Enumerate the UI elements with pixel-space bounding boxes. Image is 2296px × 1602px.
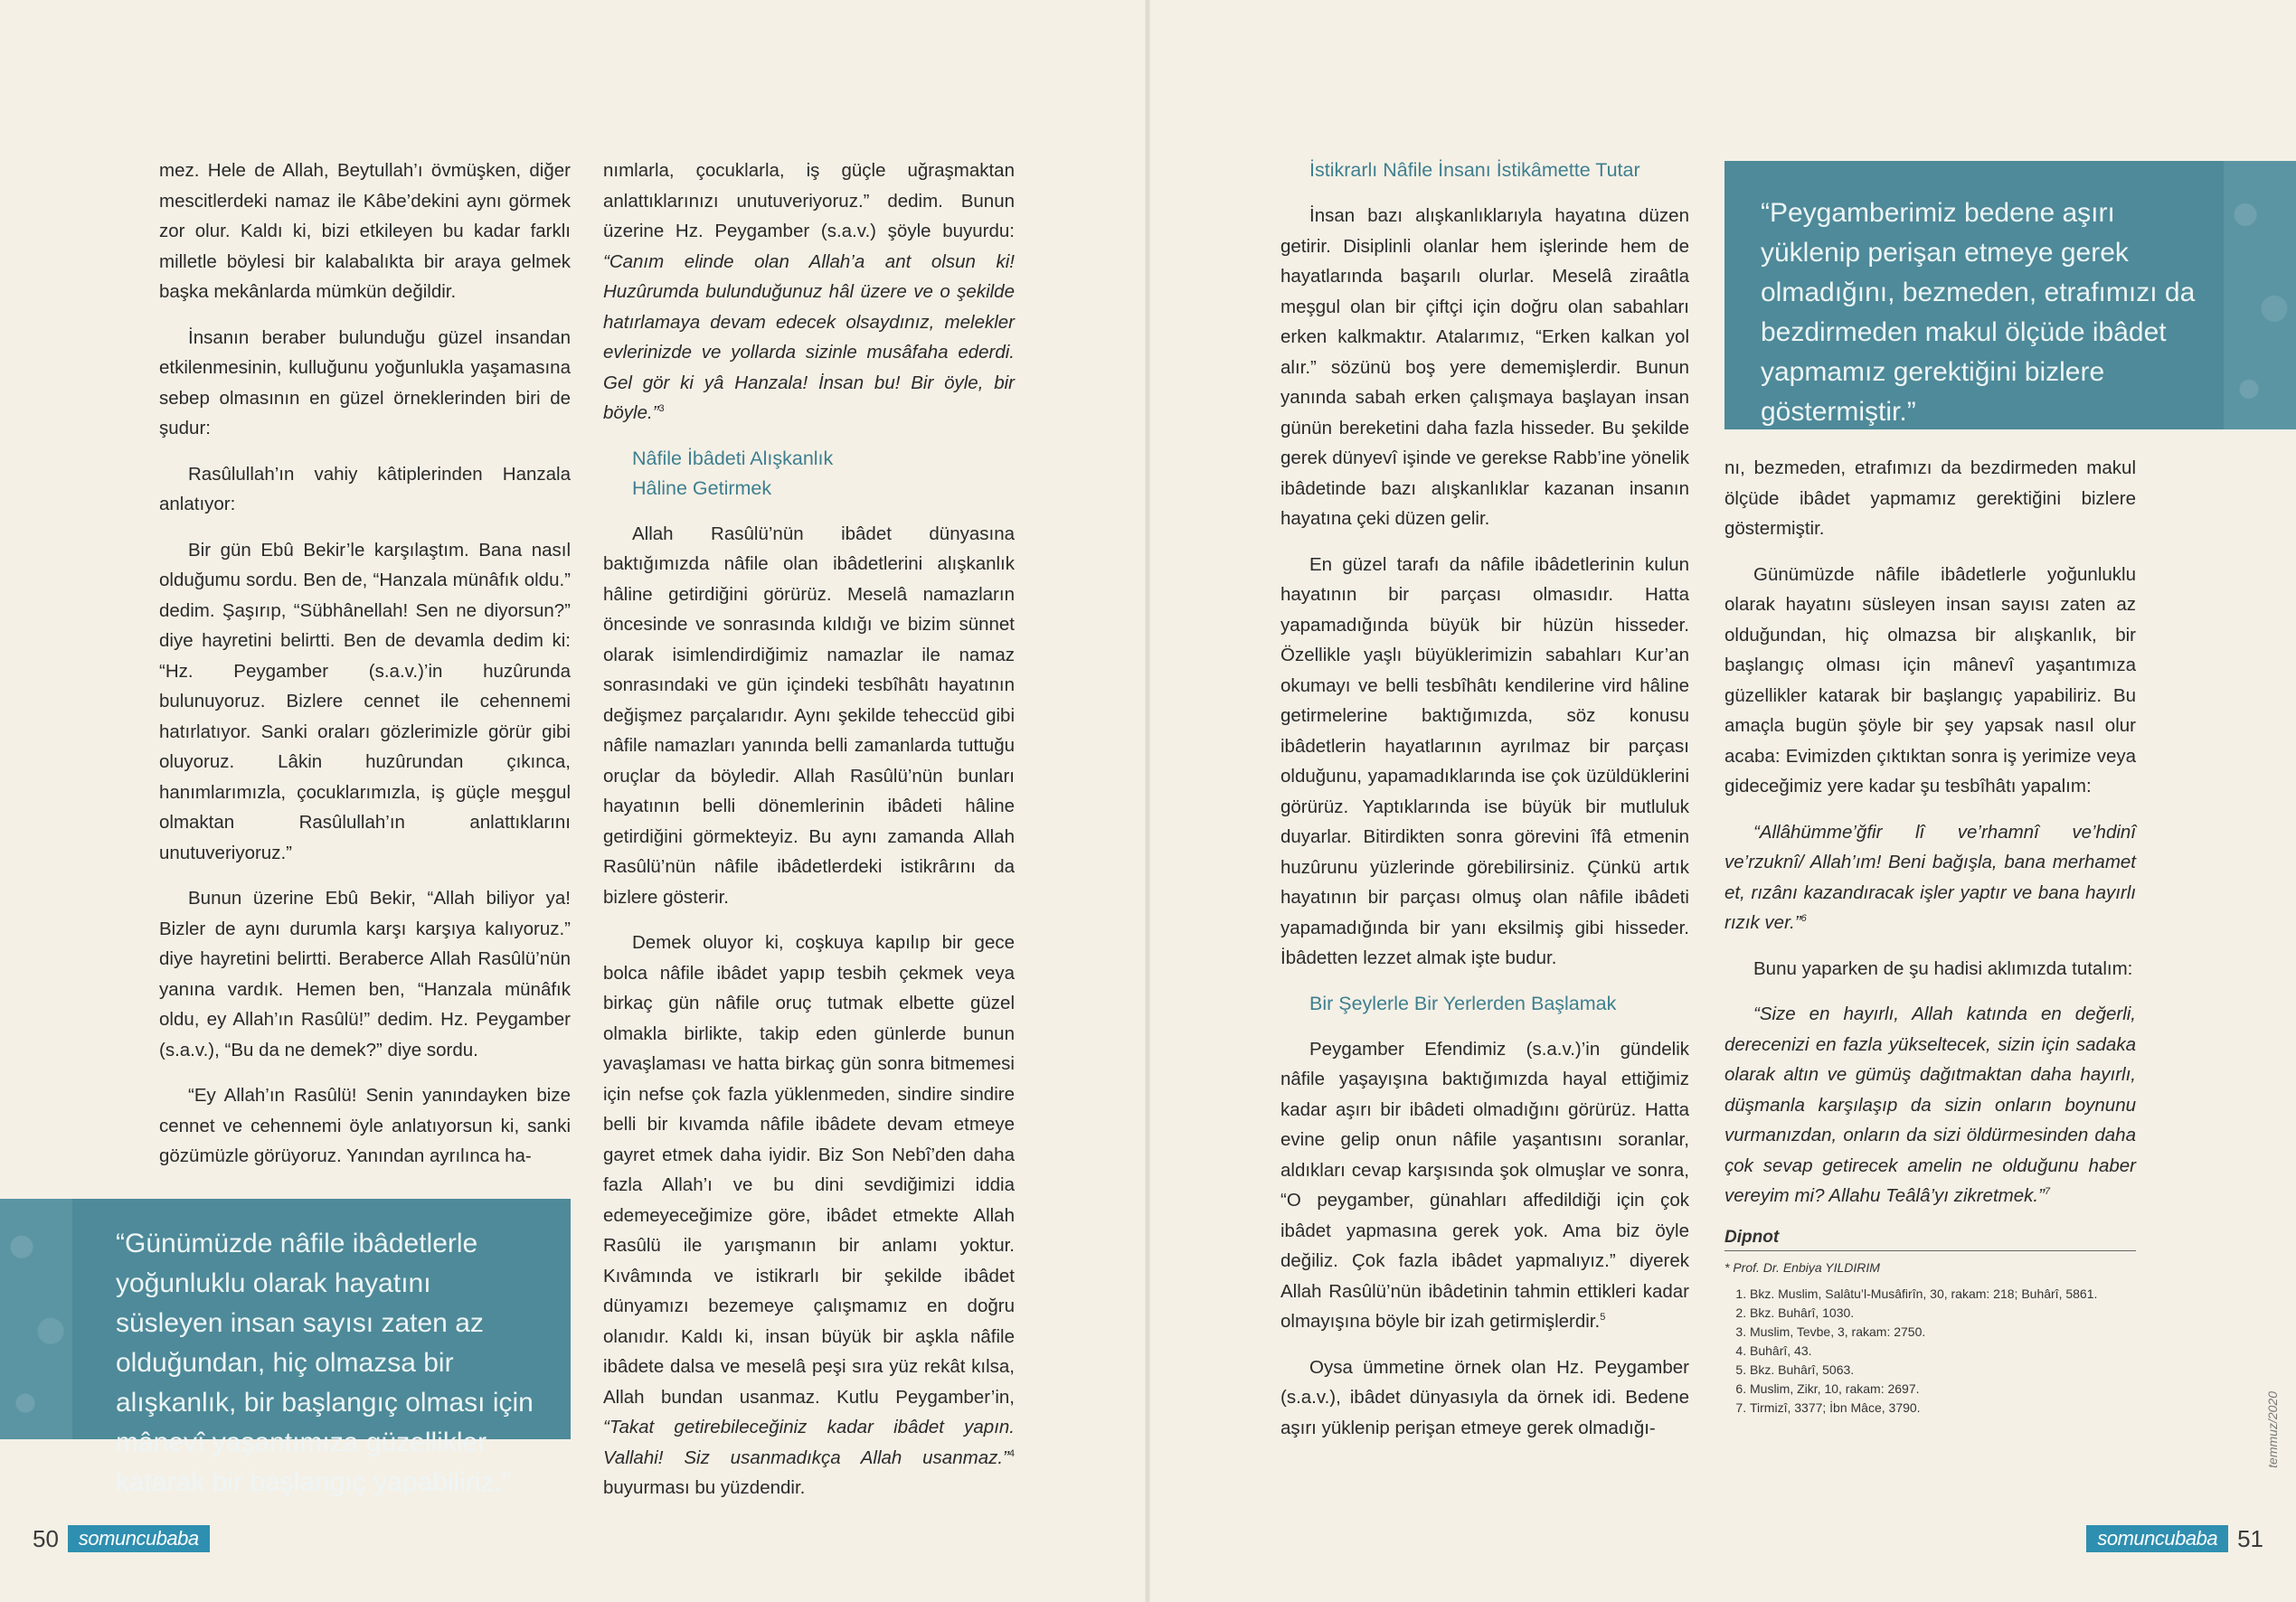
footnote-item: 7. Tirmizî, 3377; İbn Mâce, 3790. bbox=[1750, 1399, 2136, 1418]
footnote-item: 3. Muslim, Tevbe, 3, rakam: 2750. bbox=[1750, 1323, 2136, 1342]
footnote-item: 6. Muslim, Zikr, 10, rakam: 2697. bbox=[1750, 1380, 2136, 1399]
paragraph: Günümüzde nâfile ibâdetlerle yoğunluklu olarak hayatını süsleyen insan sayısı zaten az olduğundan, hiç olmazsa bir alışkanlık, bir başlangıç olması için mânevî yaşantımıza güzellikler katarak bir başlangıç yapabiliriz. Bu amaçla bugün şöyle bir şey yapsak nasıl olur acaba: Evimizden çıktıktan sonra iş yerimize veya gideceğimiz yere kadar şu tesbîhâtı yapalım: bbox=[1724, 563, 2136, 796]
pull-quote bbox=[0, 1199, 571, 1497]
hadith-quote: “Takat getirebileceğiniz kadar ibâdet yapın. Vallahi! Siz usanmadıkça Allah usanmaz.” bbox=[603, 1417, 1015, 1468]
page-footer bbox=[2077, 1522, 2263, 1555]
section-heading: Bir Şeylerle Bir Yerlerden Başlamak bbox=[1309, 992, 1617, 1014]
brand-logo: somuncubaba bbox=[2086, 1525, 2228, 1552]
section-heading: Nâfile İbâdeti Alışkanlık Hâline Getirmek bbox=[632, 447, 834, 499]
hadith-quote: “Canım elinde olan Allah’a ant olsun ki! Huzûrumda bulunduğunuz hâl üzere ve o şekilde hatırlamaya devam edecek olsaydınız, melekler evlerinizde ve yollarda sizinle musâfaha ederdi. Gel gör ki yâ Hanzala! İnsan bu! Bir öyle, bir böyle.” bbox=[603, 250, 1015, 423]
paragraph: mez. Hele de Allah, Beytullah’ı övmüşken, diğer mescitlerdeki namaz ile Kâbe’dekini aynı görmek zor olur. Kaldı ki, bizi etkileyen bu kadar farklı milletle böylesi bir kalabalıkta bir araya gelmek başka mekânlarda mümkün değildir. bbox=[159, 160, 571, 302]
paragraph: “Ey Allah’ın Rasûlü! Senin yanındayken bize cennet ve cehennemi öyle anlatıyorsun ki, sanki gözümüzle görüyoruz. Yanından ayrılınca ha- bbox=[159, 1085, 571, 1166]
footnote-item: 2. Bkz. Buhârî, 1030. bbox=[1750, 1304, 2136, 1323]
paragraph: Bir gün Ebû Bekir’le karşılaştım. Bana nasıl olduğumu sordu. Ben de, “Hanzala münâfık oldu.” dedim. Şaşırıp, “Sübhânellah! Sen ne diyorsun?” diye hayretini belirtti. Ben de devamla dedim ki: “Hz. Peygamber (s.a.v.)’in huzûrunda bulunuyoruz. Bizlere cennet ile cehennemi hatırlatıyor. Sanki oraları gözlerimizle görür gibi oluyoruz. Lâkin huzûrundan çıkınca, hanımlarımızla, çocuklarımızla, iş güçle meşgul olmaktan Rasûlullah’ın anlattıklarını unutuveriyoruz.” bbox=[159, 539, 571, 863]
issue-date: temmuz/2020 bbox=[2265, 1391, 2280, 1468]
floral-pattern-icon bbox=[2224, 161, 2296, 429]
brand-logo: somuncubaba bbox=[68, 1525, 210, 1552]
paragraph: Bunu yaparken de şu hadisi aklımızda tutalım: bbox=[1753, 957, 2133, 979]
footnote-ref: 4 bbox=[1008, 1447, 1015, 1459]
footnote-item: 4. Buhârî, 43. bbox=[1750, 1342, 2136, 1361]
right-column-2 bbox=[1724, 453, 2136, 1227]
footnotes-title: Dipnot bbox=[1724, 1228, 2136, 1251]
paragraph: Rasûlullah’ın vahiy kâtiplerinden Hanzala anlatıyor: bbox=[159, 463, 571, 514]
paragraph: En güzel tarafı da nâfile ibâdetlerinin kulun hayatının bir parçası olmasıdır. Hatta yapamadığında büyük bir hüzün hisseder. Özellikle yaşlı büyüklerimizin sabahları Kur’an okumayı ve belli tesbîhâtı kendilerine vird hâline getirmelerine baktığımızda, söz konusu ibâdetlerin hayatlarının ayrılmaz bir parçası olduğunu, yapamadıklarında ise çok üzüldüklerini görürüz. Yaptıklarında ise büyük bir mutluluk duyarlar. Bitirdikten sonra görevini îfâ etmenin huzûrunu yüzlerinde görebilirsiniz. Çünkü artık hayatının bir parçası olmuş olan nâfile ibâdeti yapamadığında bir yanı eksilmiş gibi hisseder. İbâdetten lezzet almak işte budur. bbox=[1280, 553, 1689, 968]
author-credit: * Prof. Dr. Enbiya YILDIRIM bbox=[1724, 1260, 1880, 1275]
right-page bbox=[1148, 0, 2296, 1602]
paragraph: “Allâhümme’ğfir lî ve’rhamnî ve’hdinî ve’rzuknî/ Allah’ım! Beni bağışla, bana merhamet et, rızânı kazandıracak işler yaptır ve bana hayırlı rızık ver.”$^6$ bbox=[1724, 821, 2136, 933]
footnote-ref: 3 bbox=[658, 403, 665, 415]
left-column-1 bbox=[159, 155, 571, 1187]
paragraph: Peygamber Efendimiz (s.a.v.)’in gündelik nâfile yaşayışına baktığımızda hayal ettiğimiz kadar aşırı bir ibâdeti olmadığını görürüz. Hatta evine gelip onun nâfile yaşantısını soranlar, aldıkları cevap karşısında şok olmuşlar ve sonra, “O peygamber, günahları affedildiği için çok ibâdet yapmasına gerek yok. Ama biz öyle değiliz. Çok fazla ibâdet yapmalıyız.” diyerek Allah Rasûlü’nün ibâdetinin tahmin ettikleri kadar olmayışına böyle bir izah getirmişlerdir.$^5$ bbox=[1280, 1038, 1689, 1332]
paragraph: Demek oluyor ki, coşkuya kapılıp bir gece bolca nâfile ibâdet yapıp tesbih çekmek veya birkaç gün nâfile oruç tutmak elbette güzel olmakla birlikte, takip eden günlerde bunun yavaşlaması ve hatta birkaç gün sonra bitmemesi için nefse çok fazla yüklenmeden, sindire sindire belli bir kıvamda nâfile ibâdete devam etmeye gayret etmek daha iyidir. Biz Son Nebî’den daha fazla Allah’ı ve bu dini sevdiğimizi iddia edemeyeceğimize göre, ibâdet etmekte Allah Rasûlü ile yarışmanın bir anlamı yoktur. Kıvâmında ve istikrarlı bir şekilde ibâdet dünyamızı bezemeye çalışmamız en doğru olanıdır. Kaldı ki, insan büyük bir aşkla nâfile ibâdete dalsa ve meselâ peşi sıra yüz rekât kılsa, Allah bundan usanmaz. Kutlu Peygamber’in, “Takat getirebileceğiniz kadar ibâdet yapın. Vallahi! Siz usanmadıkça Allah usanmaz.”$^4$ buyurması bu yüzdendir. bbox=[603, 932, 1015, 1498]
floral-pattern-icon bbox=[0, 1199, 72, 1439]
footnote-ref: 5 bbox=[1600, 1312, 1606, 1324]
footnote-list bbox=[1724, 1285, 2136, 1418]
footnotes bbox=[1724, 1228, 2136, 1418]
paragraph: “Size en hayırlı, Allah katında en değerli, derecenizi en fazla yükseltecek, sizin için sadaka olarak altın ve gümüş dağıtmaktan daha hayırlı, düşmanla karşılaşıp da sizin onların boynunu vurmanızdan, onların da sizi öldürmesinden daha çok sevap getirecek amelin ne olduğunu haber vereyim mi? Allahu Teâlâ’yı zikretmek.”$^7$ bbox=[1724, 1004, 2136, 1206]
footnote-ref: 7 bbox=[2044, 1186, 2051, 1198]
right-column-1 bbox=[1280, 155, 1689, 1458]
paragraph: Bunun üzerine Ebû Bekir, “Allah biliyor ya! Bizler de aynı durumla karşı karşıya kalıyoruz.” diye hayretini belirtti. Beraberce Allah Rasûlü’nün yanına vardık. Hemen ben, “Hanzala münâfık oldu, ey Allah’ın Rasûlü!” dedim. Hz. Peygamber (s.a.v.), “Bu da ne demek?” diye sordu. bbox=[159, 888, 571, 1060]
page-number: 51 bbox=[2237, 1524, 2263, 1552]
paragraph: nı, bezmeden, etrafımızı da bezdirmeden makul ölçüde ibâdet yapmamız gerektiğini bizlere göstermiştir. bbox=[1724, 457, 2136, 539]
paragraph: Allah Rasûlü’nün ibâdet dünyasına baktığımızda nâfile olan ibâdetlerini alışkanlık hâline getirdiğini görürüz. Meselâ namazların öncesinde ve sonrasında kıldığı ve bizim sünnet olarak isimlendirdiğimiz namazlar ile namaz sonrasındaki ve gün içindeki tesbîhâtı hayatının değişmez parçalarıdır. Aynı şekilde teheccüd gibi nâfile namazları yanında belli zamanlarda tuttuğu oruçlar da böyledir. Allah Rasûlü’nün bunları hayatının belli dönemlerinin ibâdeti hâline getirdiğini görmekteyiz. Bu aynı zamanda Allah Rasûlü’nün nâfile ibâdetlerdeki istikrârını da bizlere gösterir. bbox=[603, 523, 1015, 908]
footnote-item: 5. Bkz. Buhârî, 5063. bbox=[1750, 1361, 2136, 1380]
page-footer bbox=[33, 1522, 219, 1555]
paragraph: İnsanın beraber bulunduğu güzel insandan etkilenmesinin, kulluğunu yoğunlukla yaşamasına sebep olmasının en güzel örneklerinden biri de şudur: bbox=[159, 326, 571, 438]
pull-quote-text: “Günümüzde nâfile ibâdetlerle yoğunluklu olarak hayatını süsleyen insan sayısı zaten az olduğundan, hiç olmazsa bir alışkanlık, bir başlangıç olması için mânevî yaşantımıza güzellikler katarak bir başlangıç yapabiliriz.” bbox=[116, 1229, 534, 1497]
footnote-item: 1. Bkz. Muslim, Salâtu’l-Musâfirîn, 30, rakam: 218; Buhârî, 5861. bbox=[1750, 1285, 2136, 1304]
paragraph: nımlarla, çocuklarla, iş güçle uğraşmaktan anlattıklarınızı unutuveriyoruz.” dedim. Bunun üzerine Hz. Peygamber (s.a.v.) şöyle buyurdu: “Canım elinde olan Allah’a ant olsun ki! Huzûrumda bulunduğunuz hâl üzere ve o şekilde hatırlamaya devam edecek olsaydınız, melekler evlerinizde ve yollarda sizinle musâfaha ederdi. Gel gör ki yâ Hanzala! İnsan bu! Bir öyle, bir böyle.”$^3$ bbox=[603, 160, 1015, 423]
paragraph: Oysa ümmetine örnek olan Hz. Peygamber (s.a.v.), ibâdet dünyasıyla da örnek idi. Bedene aşırı yüklenip perişan etmeye gerek olmadığı- bbox=[1280, 1356, 1689, 1438]
paragraph: İnsan bazı alışkanlıklarıyla hayatına düzen getirir. Disiplinli olanlar hem işlerinde hem de hayatlarında başarılı olurlar. Meselâ ziraâtla meşgul olan bir çiftçi için doğru olan sabahları erken kalkmaktır. Atalarımız, “Erken kalkan yol alır.” sözünü boş yere dememişlerdir. Bunun yanında sabah erken çalışmaya başlayan insan günün bereketini daha fazla hisseder. Bu şekilde gerek dünyevî işinde ve gerekse Rabb’ine yönelik ibâdetinde bazı alışkanlıklar kazanan insanın hayatına çeki düzen gelir. bbox=[1280, 205, 1689, 529]
left-column-2 bbox=[603, 155, 1015, 1519]
pull-quote bbox=[1724, 161, 2296, 429]
footnote-ref: 6 bbox=[1800, 913, 1807, 925]
page-number: 50 bbox=[33, 1524, 59, 1552]
pull-quote-text: “Peygamberimiz bedene aşırı yüklenip perişan etmeye gerek olmadığını, bezmeden, etrafımızı da bezdirmeden makul ölçüde ibâdet yapmamız gerektiğini bizlere göstermiştir.” bbox=[1761, 198, 2196, 427]
section-heading: İstikrarlı Nâfile İnsanı İstikâmette Tutar bbox=[1309, 159, 1640, 181]
